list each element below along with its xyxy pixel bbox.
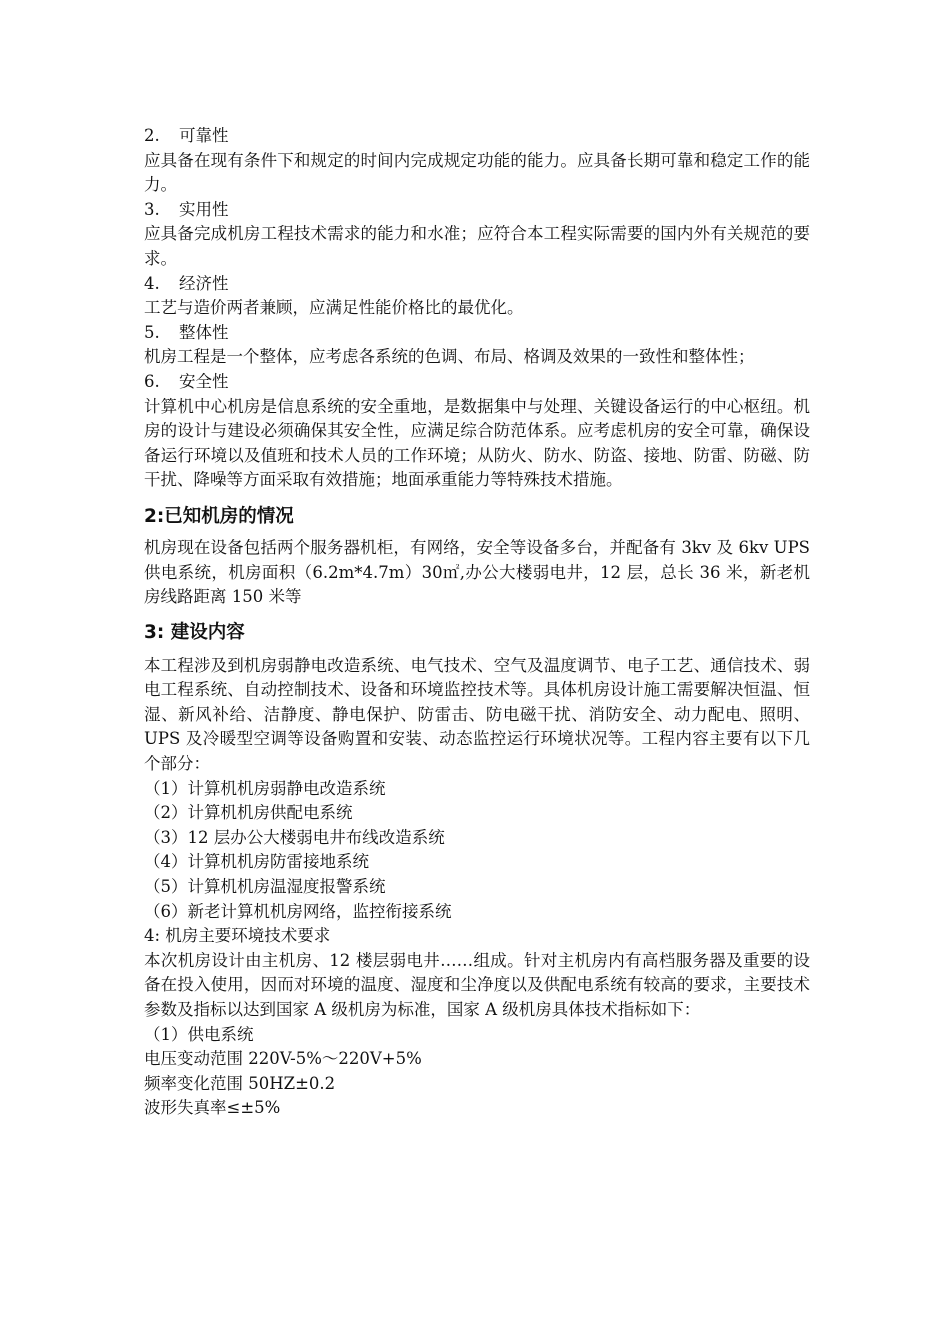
principle-title: 6. 安全性 — [144, 371, 229, 391]
principle-title: 2. 可靠性 — [144, 126, 229, 145]
principle-text: 应具备完成机房工程技术需求的能力和水准；应符合本工程实际需要的国内外有关规范的要求。 — [144, 224, 810, 268]
section-text-construction: 本工程涉及到机房弱静电改造系统、电气技术、空气及温度调节、电子工艺、通信技术、弱电工程系统、自动控制技术、设备和环境监控技术等。具体机房设计施工需要解决恒温、恒湿、新风补给、洁静度、静电保护、防雷击、防电磁干扰、消防安全、动力配电、照明、UPS 及冷暖型空调等设备购置和安装、动态监控运行环境状况等。工程内容主要有以下几个部分： — [144, 655, 810, 774]
list-item: （6）新老计算机机房网络，监控衔接系统 — [144, 901, 452, 921]
principle-title: 5. 整体性 — [144, 322, 229, 342]
section-heading-environment: 4: 机房主要环境技术要求 — [144, 926, 331, 946]
principle-text: 应具备在现有条件下和规定的时间内完成规定功能的能力。应具备长期可靠和稳定工作的能力。 — [144, 150, 810, 195]
list-item: （1）供电系统 — [144, 1024, 254, 1044]
spec-line: 频率变化范围 50HZ±0.2 — [144, 1073, 336, 1093]
section-heading-construction: 3: 建设内容 — [144, 621, 245, 643]
spec-line: 电压变动范围 220V-5%～220V+5% — [144, 1049, 422, 1069]
list-item: （2）计算机机房供配电系统 — [144, 803, 353, 823]
list-item: （5）计算机机房温湿度报警系统 — [144, 877, 386, 897]
section-text-known-room: 机房现在设备包括两个服务器机柜，有网络，安全等设备多台，并配备有 3kv 及 6kv UPS 供电系统，机房面积（6.2m*4.7m）30㎡,办公大楼弱电井，12 层，总长 36 米，新老机房线路距离 150 米等 — [144, 537, 810, 607]
principle-title: 4. 经济性 — [144, 273, 229, 293]
principle-text: 计算机中心机房是信息系统的安全重地，是数据集中与处理、关键设备运行的中心枢纽。机房的设计与建设必须确保其安全性，应满足综合防范体系。应考虑机房的安全可靠，确保设备运行环境以及值班和技术人员的工作环境；从防火、防水、防盗、接地、防雷、防磁、防干扰、降噪等方面采取有效措施；地面承重能力等特殊技术措施。 — [144, 396, 810, 490]
list-item: （1）计算机机房弱静电改造系统 — [144, 778, 386, 798]
list-item: （4）计算机机房防雷接地系统 — [144, 852, 369, 872]
list-item: （3）12 层办公大楼弱电井布线改造系统 — [144, 827, 445, 847]
spec-line: 波形失真率≤±5% — [144, 1098, 281, 1118]
document-page — [144, 124, 810, 1121]
section-text-environment: 本次机房设计由主机房、12 楼层弱电井……组成。针对主机房内有高档服务器及重要的设备在投入使用，因而对环境的温度、湿度和尘净度以及供配电系统有较高的要求，主要技术参数及指标以达到国家 A 级机房为标准，国家 A 级机房具体技术指标如下： — [144, 950, 810, 1019]
principle-text: 机房工程是一个整体，应考虑各系统的色调、布局、格调及效果的一致性和整体性； — [144, 347, 755, 367]
principle-text: 工艺与造价两者兼顾，应满足性能价格比的最优化。 — [144, 298, 524, 318]
principle-title: 3. 实用性 — [144, 199, 229, 219]
section-heading-known-room: 2:已知机房的情况 — [144, 505, 294, 527]
